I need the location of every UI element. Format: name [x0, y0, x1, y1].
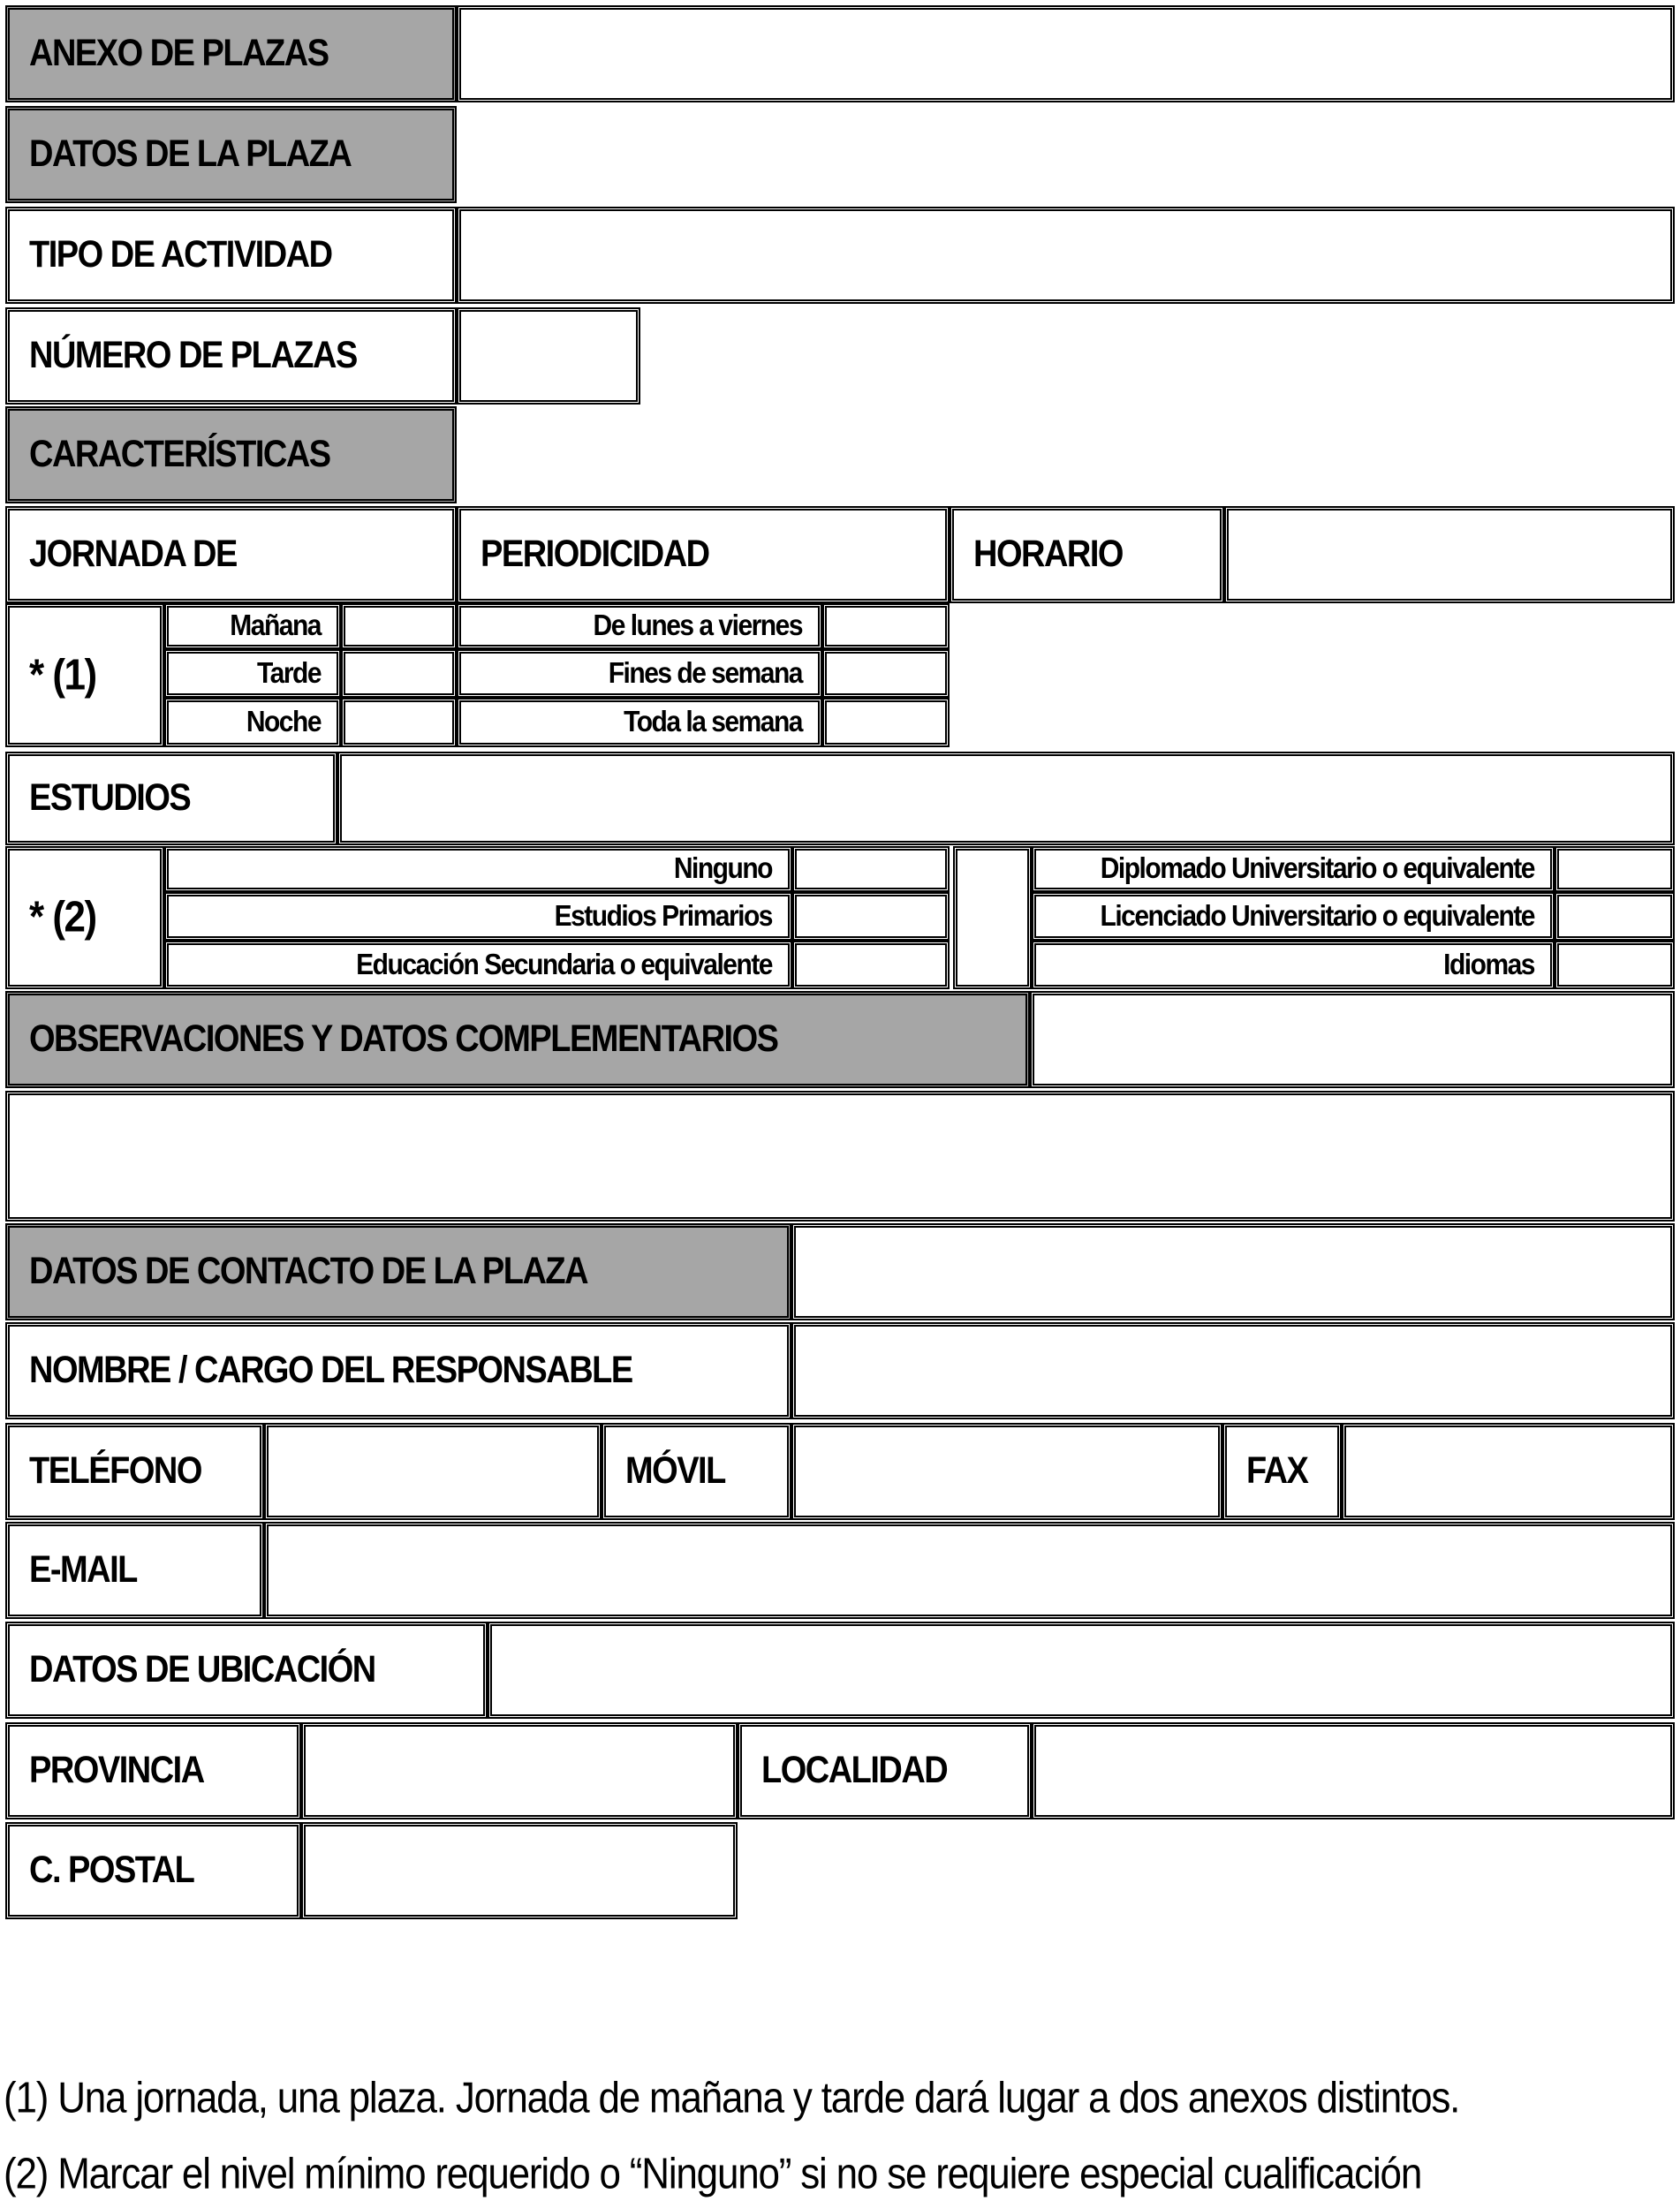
jornada-manana-checkbox[interactable]	[341, 603, 457, 649]
periodicidad-fines-semana-checkbox[interactable]	[822, 649, 950, 698]
estudios-option-label: Idiomas	[1443, 948, 1534, 981]
estudios-idiomas-checkbox[interactable]	[1555, 941, 1675, 989]
datos-contacto-field[interactable]	[791, 1223, 1675, 1320]
footnote-2: (2) Marcar el nivel mínimo requerido o “Ninguno” si no se requiere especial cualificación	[4, 2150, 1422, 2198]
fax-label: FAX	[1246, 1449, 1308, 1492]
datos-plaza-header	[5, 106, 457, 203]
periodicidad-label-cell	[457, 506, 950, 603]
estudios-diplomado-checkbox[interactable]	[1555, 846, 1675, 892]
caracteristicas-label: CARACTERÍSTICAS	[29, 433, 330, 475]
estudios-option-idiomas	[1032, 941, 1555, 989]
jornada-option-label: Mañana	[230, 609, 321, 642]
jornada-label-cell	[5, 506, 457, 603]
email-label: E-MAIL	[29, 1548, 137, 1591]
jornada-option-tarde	[164, 649, 341, 698]
estudios-ninguno-checkbox[interactable]	[792, 846, 950, 892]
estudios-option-diplomado	[1032, 846, 1555, 892]
ref1-cell	[5, 603, 164, 747]
periodicidad-lunes-viernes-checkbox[interactable]	[822, 603, 950, 649]
observaciones-header	[5, 991, 1030, 1088]
fax-label-cell	[1222, 1423, 1342, 1520]
observaciones-label: OBSERVACIONES Y DATOS COMPLEMENTARIOS	[29, 1017, 778, 1060]
cpostal-field[interactable]	[301, 1822, 738, 1919]
ref2-cell	[5, 846, 164, 989]
nombre-cargo-label: NOMBRE / CARGO DEL RESPONSABLE	[29, 1349, 632, 1391]
jornada-label: JORNADA DE	[29, 533, 237, 575]
datos-ubicacion-field[interactable]	[488, 1622, 1675, 1719]
horario-field[interactable]	[1224, 506, 1675, 603]
localidad-label-cell	[738, 1722, 1032, 1819]
localidad-field[interactable]	[1032, 1722, 1675, 1819]
telefono-label-cell	[5, 1423, 264, 1520]
movil-field[interactable]	[791, 1423, 1222, 1520]
horario-label-cell	[950, 506, 1224, 603]
jornada-option-noche	[164, 698, 341, 747]
anexo-title-cell	[5, 5, 457, 102]
estudios-label-cell	[5, 752, 337, 845]
jornada-option-label: Noche	[246, 706, 321, 738]
datos-plaza-label: DATOS DE LA PLAZA	[29, 132, 352, 175]
localidad-label: LOCALIDAD	[761, 1749, 948, 1791]
estudios-option-label: Diplomado Universitario o equivalente	[1100, 852, 1534, 885]
tipo-actividad-label-cell	[5, 207, 457, 304]
caracteristicas-header	[5, 406, 457, 503]
datos-ubicacion-label: DATOS DE UBICACIÓN	[29, 1648, 375, 1690]
periodicidad-option-lunes-viernes	[457, 603, 822, 649]
ref2-label: * (2)	[29, 893, 96, 942]
cpostal-label: C. POSTAL	[29, 1849, 194, 1891]
footnote-1: (1) Una jornada, una plaza. Jornada de mañana y tarde dará lugar a dos anexos distintos.	[4, 2074, 1460, 2122]
ref1-label: * (1)	[29, 650, 96, 700]
estudios-field[interactable]	[337, 752, 1675, 845]
jornada-option-label: Tarde	[257, 656, 321, 690]
numero-plazas-label-cell	[5, 307, 457, 405]
movil-label: MÓVIL	[625, 1449, 725, 1492]
email-label-cell	[5, 1522, 264, 1619]
estudios-option-label: Educación Secundaria o equivalente	[356, 948, 772, 981]
datos-ubicacion-label-cell	[5, 1622, 488, 1719]
estudios-primarios-checkbox[interactable]	[792, 892, 950, 941]
horario-label: HORARIO	[973, 533, 1123, 575]
periodicidad-label: PERIODICIDAD	[481, 533, 709, 575]
telefono-label: TELÉFONO	[29, 1449, 201, 1492]
estudios-option-label: Licenciado Universitario o equivalente	[1100, 899, 1534, 933]
periodicidad-option-fines-semana	[457, 649, 822, 698]
observaciones-textarea[interactable]	[5, 1091, 1675, 1222]
estudios-option-label: Ninguno	[673, 852, 772, 885]
tipo-actividad-field[interactable]	[457, 207, 1675, 304]
estudios-option-label: Estudios Primarios	[554, 899, 772, 933]
jornada-tarde-checkbox[interactable]	[341, 649, 457, 698]
periodicidad-option-label: Fines de semana	[608, 656, 802, 690]
jornada-option-manana	[164, 603, 341, 649]
datos-contacto-header	[5, 1223, 791, 1320]
estudios-licenciado-checkbox[interactable]	[1555, 892, 1675, 941]
provincia-label-cell	[5, 1722, 301, 1819]
datos-contacto-label: DATOS DE CONTACTO DE LA PLAZA	[29, 1250, 588, 1292]
estudios-label: ESTUDIOS	[29, 776, 191, 819]
tipo-actividad-label: TIPO DE ACTIVIDAD	[29, 233, 332, 276]
cpostal-label-cell	[5, 1822, 301, 1919]
periodicidad-toda-semana-checkbox[interactable]	[822, 698, 950, 747]
numero-plazas-label: NÚMERO DE PLAZAS	[29, 334, 357, 376]
estudios-option-licenciado	[1032, 892, 1555, 941]
nombre-cargo-field[interactable]	[791, 1322, 1675, 1419]
periodicidad-option-toda-semana	[457, 698, 822, 747]
movil-label-cell	[602, 1423, 791, 1520]
estudios-option-secundaria	[164, 941, 792, 989]
provincia-label: PROVINCIA	[29, 1749, 204, 1791]
periodicidad-option-label: Toda la semana	[624, 706, 802, 738]
fax-field[interactable]	[1342, 1423, 1675, 1520]
jornada-noche-checkbox[interactable]	[341, 698, 457, 747]
nombre-cargo-label-cell	[5, 1322, 791, 1419]
estudios-secundaria-checkbox[interactable]	[792, 941, 950, 989]
telefono-field[interactable]	[264, 1423, 602, 1520]
estudios-spacer-cell	[953, 846, 1032, 989]
email-field[interactable]	[264, 1522, 1675, 1619]
anexo-title: ANEXO DE PLAZAS	[29, 32, 329, 74]
anexo-value-field[interactable]	[457, 5, 1675, 102]
provincia-field[interactable]	[301, 1722, 738, 1819]
numero-plazas-field[interactable]	[457, 307, 640, 405]
estudios-option-primarios	[164, 892, 792, 941]
observaciones-side-field[interactable]	[1030, 991, 1675, 1088]
periodicidad-option-label: De lunes a viernes	[593, 609, 802, 642]
estudios-option-ninguno	[164, 846, 792, 892]
